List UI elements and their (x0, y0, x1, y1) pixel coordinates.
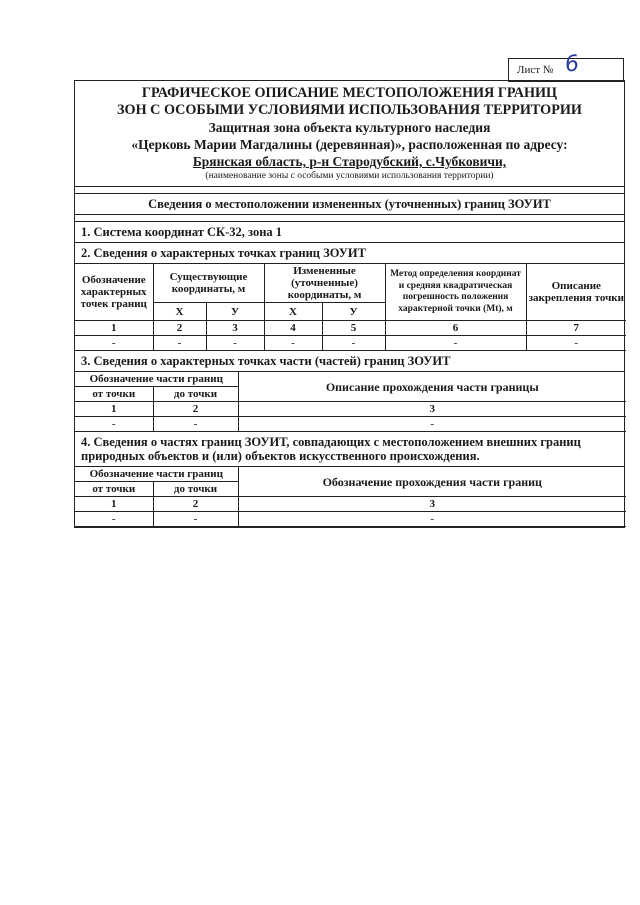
column-number: 3 (238, 497, 626, 512)
table-cell: - (238, 512, 626, 527)
table-cell: - (206, 336, 264, 351)
points-table (75, 264, 626, 351)
col-from-header: от точки (75, 482, 153, 497)
column-number: 2 (153, 402, 238, 417)
zone-line-2: «Церковь Марии Магдалины (деревянная)», расположенная по адресу: (131, 137, 568, 152)
col-from-header: от точки (75, 387, 153, 402)
title-line-1: ГРАФИЧЕСКОЕ ОПИСАНИЕ МЕСТОПОЛОЖЕНИЯ ГРАНИЦ (141, 85, 558, 101)
table-cell: - (153, 336, 206, 351)
column-number: 1 (75, 321, 153, 336)
table-cell: - (75, 417, 153, 432)
section-4-title: 4. Сведения о частях границ ЗОУИТ, совпадающих с местоположением внешних границ природных объектов и (или) объектов искусственного происхождения. (75, 432, 624, 467)
column-number: 1 (75, 497, 153, 512)
section-3-title: 3. Сведения о характерных точках части (частей) границ ЗОУИТ (75, 351, 624, 372)
col-part-header: Обозначение части границ (75, 372, 238, 387)
sheet-number: 6 (563, 51, 581, 78)
table-row (75, 417, 626, 432)
column-number-row (75, 402, 626, 417)
col-description-header: Описание закрепления точки (526, 264, 626, 321)
table-cell: - (238, 417, 626, 432)
table-cell: - (75, 512, 153, 527)
col-method-header: Метод определения координат и средняя квадратическая погрешность положения характерной точки (Mt), м (385, 264, 526, 321)
column-number: 2 (153, 321, 206, 336)
column-number: 7 (526, 321, 626, 336)
boundary-parts-table (75, 372, 626, 432)
col-to-header: до точки (153, 387, 238, 402)
col-changed-header: Измененные (уточненные) координаты, м (264, 264, 385, 303)
table-cell: - (153, 417, 238, 432)
x-changed-header: X (264, 303, 322, 321)
column-number: 3 (206, 321, 264, 336)
col-existing-header: Существующие координаты, м (153, 264, 264, 303)
title-line-2: ЗОН С ОСОБЫМИ УСЛОВИЯМИ ИСПОЛЬЗОВАНИЯ ТЕРРИТОРИИ (117, 102, 582, 118)
natural-boundaries-table (75, 467, 626, 527)
column-number: 6 (385, 321, 526, 336)
section-2-title: 2. Сведения о характерных точках границ ЗОУИТ (75, 243, 624, 264)
document-frame (74, 80, 625, 528)
section-1-title: 1. Система координат СК-32, зона 1 (75, 222, 624, 243)
table-cell: - (322, 336, 385, 351)
table-row (75, 512, 626, 527)
x-existing-header: X (153, 303, 206, 321)
spacer (75, 215, 624, 222)
table-cell: - (153, 512, 238, 527)
table-cell: - (264, 336, 322, 351)
col-part-header: Обозначение части границ (75, 467, 238, 482)
spacer (75, 187, 624, 194)
col-to-header: до точки (153, 482, 238, 497)
y-changed-header: У (322, 303, 385, 321)
column-number: 4 (264, 321, 322, 336)
document-header (75, 81, 624, 187)
table-row (75, 336, 626, 351)
column-number: 5 (322, 321, 385, 336)
column-number: 2 (153, 497, 238, 512)
column-number: 3 (238, 402, 626, 417)
zone-line-1: Защитная зона объекта культурного наследия (208, 120, 491, 135)
column-number-row (75, 497, 626, 512)
zone-hint: (наименование зоны с особыми условиями использования территории) (205, 171, 494, 181)
sheet-label: Лист № (517, 64, 554, 76)
y-existing-header: У (206, 303, 264, 321)
col-desc-header: Обозначение прохождения части границ (238, 467, 626, 497)
table-cell: - (526, 336, 626, 351)
section-main-title: Сведения о местоположении измененных (уточненных) границ ЗОУИТ (75, 194, 624, 215)
column-number-row (75, 321, 626, 336)
table-cell: - (75, 336, 153, 351)
col-designation-header: Обозначение характерных точек границ (75, 264, 153, 321)
zone-address: Брянская область, р-н Стародубский, с.Чубковичи, (192, 154, 507, 169)
column-number: 1 (75, 402, 153, 417)
sheet-number-box (508, 51, 624, 82)
col-desc-header: Описание прохождения части границы (238, 372, 626, 402)
table-cell: - (385, 336, 526, 351)
